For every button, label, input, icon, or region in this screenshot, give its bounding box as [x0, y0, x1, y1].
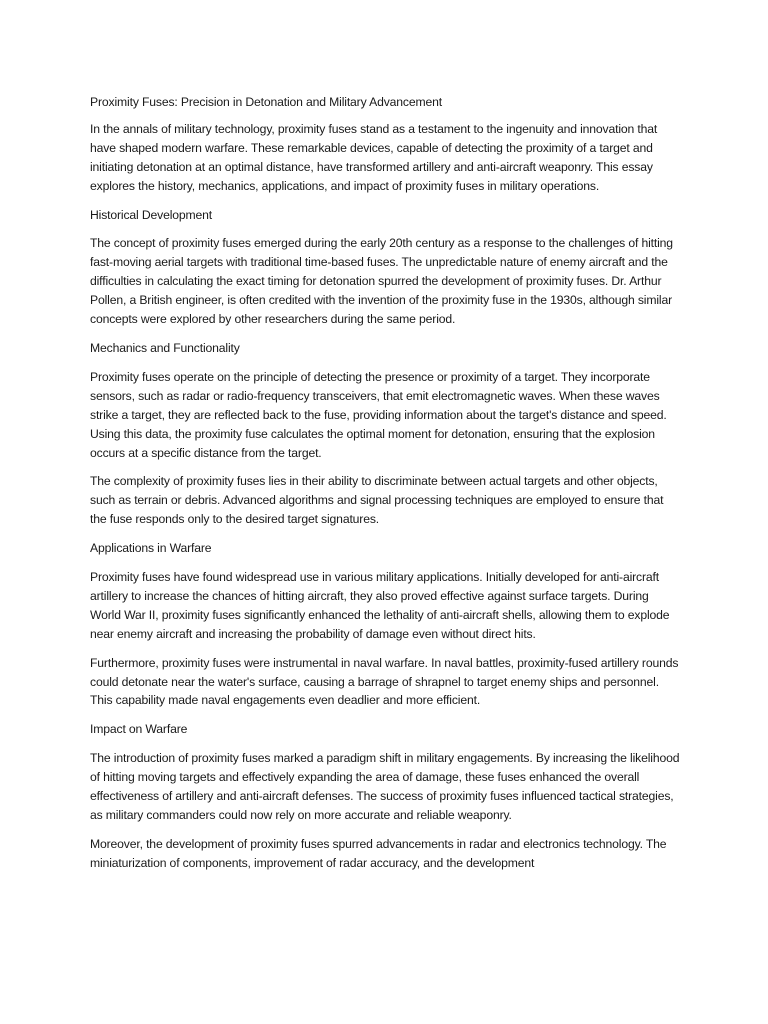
document-title: Proximity Fuses: Precision in Detonation and Military Advancement	[90, 95, 442, 109]
section-heading-mechanics-and-functionality: Mechanics and Functionality	[90, 340, 240, 355]
paragraph: The introduction of proximity fuses marked a paradigm shift in military engagements. By increasing the likelihood of hitting moving targets and effectively expanding the area of damage, these fuses enhanced the overall effectiveness of artillery and anti-aircraft defenses. The success of proximity fuses influenced tactical strategies, as military commanders could now rely on more accurate and reliable weaponry.	[90, 751, 680, 822]
section-heading-historical-development: Historical Development	[90, 207, 213, 222]
paragraph: The complexity of proximity fuses lies in their ability to discriminate between actual targets and other objects, such as terrain or debris. Advanced algorithms and signal processing techniques are employed to ensure that the fuse responds only to the desired target signatures.	[90, 474, 664, 527]
paragraph: Furthermore, proximity fuses were instrumental in naval warfare. In naval battles, proximity-fused artillery rounds could detonate near the water's surface, causing a barrage of shrapnel to target enemy ships and personnel. This capability made naval engagements even deadlier and more efficient.	[90, 655, 679, 708]
section-heading-applications-in-warfare: Applications in Warfare	[90, 541, 212, 556]
paragraph: Proximity fuses have found widespread use in various military applications. Initially developed for anti-aircraft artillery to increase the chances of hitting aircraft, they also proved effective against surface targets. During World War II, proximity fuses significantly enhanced the lethality of anti-aircraft shells, allowing them to explode near enemy aircraft and increasing the probability of damage even without direct hits.	[90, 570, 670, 641]
intro-paragraph: In the annals of military technology, proximity fuses stand as a testament to the ingenuity and innovation that have shaped modern warfare. These remarkable devices, capable of detecting the proximity of a target and initiating detonation at an optimal distance, have transformed artillery and anti-aircraft weaponry. This essay explores the history, mechanics, applications, and impact of proximity fuses in military operations.	[90, 121, 658, 193]
paragraph: The concept of proximity fuses emerged during the early 20th century as a response to the challenges of hitting fast-moving aerial targets with traditional time-based fuses. The unpredictable nature of enemy aircraft and the difficulties in calculating the exact timing for detonation spurred the development of proximity fuses. Dr. Arthur Pollen, a British engineer, is often credited with the invention of the proximity fuse in the 1930s, although similar concepts were explored by other researchers during the same period.	[90, 236, 673, 327]
document-page	[90, 93, 680, 883]
paragraph: Moreover, the development of proximity fuses spurred advancements in radar and electronics technology. The miniaturization of components, improvement of radar accuracy, and the development	[90, 836, 667, 870]
section-heading-impact-on-warfare: Impact on Warfare	[90, 722, 188, 737]
paragraph: Proximity fuses operate on the principle of detecting the presence or proximity of a target. They incorporate sensors, such as radar or radio-frequency transceivers, that emit electromagnetic waves. When these waves strike a target, they are reflected back to the fuse, providing information about the target's distance and speed. Using this data, the proximity fuse calculates the optimal moment for detonation, ensuring that the explosion occurs at a specific distance from the target.	[90, 369, 667, 460]
